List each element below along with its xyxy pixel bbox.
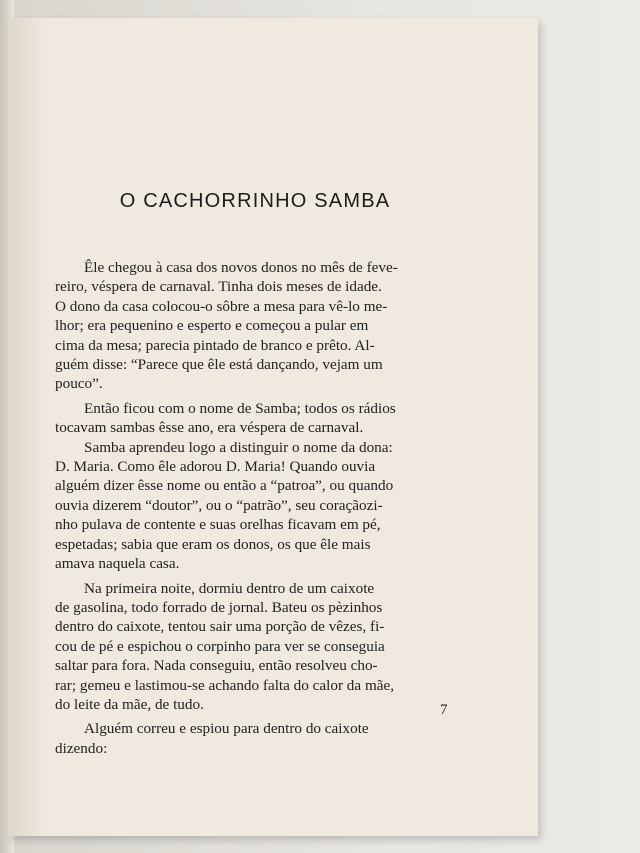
- text-line: dizendo:: [55, 739, 108, 757]
- text-line: saltar para fora. Nada conseguiu, então resolveu cho-: [55, 657, 378, 675]
- text-line: reiro, véspera de carnaval. Tinha dois meses de idade.: [55, 278, 382, 296]
- text-line: Alguém correu e espiou para dentro do caixote: [84, 720, 369, 738]
- text-line: Êle chegou à casa dos novos donos no mês de feve-: [84, 259, 398, 276]
- text-line: ouvia dizerem “doutor”, ou o “patrão”, seu coraçãozi-: [55, 496, 383, 514]
- text-line: guém disse: “Parece que êle está dançando, vejam um: [55, 356, 383, 374]
- text-line: de gasolina, todo forrado de jornal. Bateu os pèzinhos: [55, 598, 383, 616]
- text-line: pouco”.: [55, 375, 103, 393]
- text-line: dentro do caixote, tentou sair uma porção de vêzes, fi-: [55, 618, 385, 636]
- chapter-title: O CACHORRINHO SAMBA: [119, 190, 391, 212]
- text-line: amava naquela casa.: [55, 555, 180, 573]
- gutter-shadow: [8, 18, 48, 836]
- text-line: do leite da mãe, de tudo.: [55, 695, 204, 713]
- page-number: 7: [440, 702, 448, 718]
- text-line: nho pulava de contente e suas orelhas ficavam em pé,: [55, 516, 381, 534]
- chapter-body: [55, 258, 467, 758]
- text-line: espetadas; sabia que eram os donos, os que êle mais: [55, 535, 371, 553]
- text-line: Na primeira noite, dormiu dentro de um caixote: [84, 579, 375, 597]
- text-line: D. Maria. Como êle adorou D. Maria! Quando ouvia: [55, 458, 376, 476]
- text-line: lhor; era pequenino e esperto e começou a pular em: [55, 317, 369, 335]
- text-line: tocavam sambas êsse ano, era véspera de carnaval.: [55, 419, 364, 437]
- text-line: rar; gemeu e lastimou-se achando falta do calor da mãe,: [55, 676, 395, 694]
- text-line: cou de pé e espichou o corpinho para ver se conseguia: [55, 637, 385, 655]
- text-line: alguém dizer êsse nome ou então a “patroa”, ou quando: [55, 477, 394, 495]
- text-line: Então ficou com o nome de Samba; todos os rádios: [84, 399, 396, 417]
- text-line: cima da mesa; parecia pintado de branco e prêto. Al-: [55, 336, 375, 354]
- text-line: O dono da casa colocou-o sôbre a mesa para vê-lo me-: [55, 297, 388, 315]
- text-line: Samba aprendeu logo a distinguir o nome da dona:: [84, 438, 393, 456]
